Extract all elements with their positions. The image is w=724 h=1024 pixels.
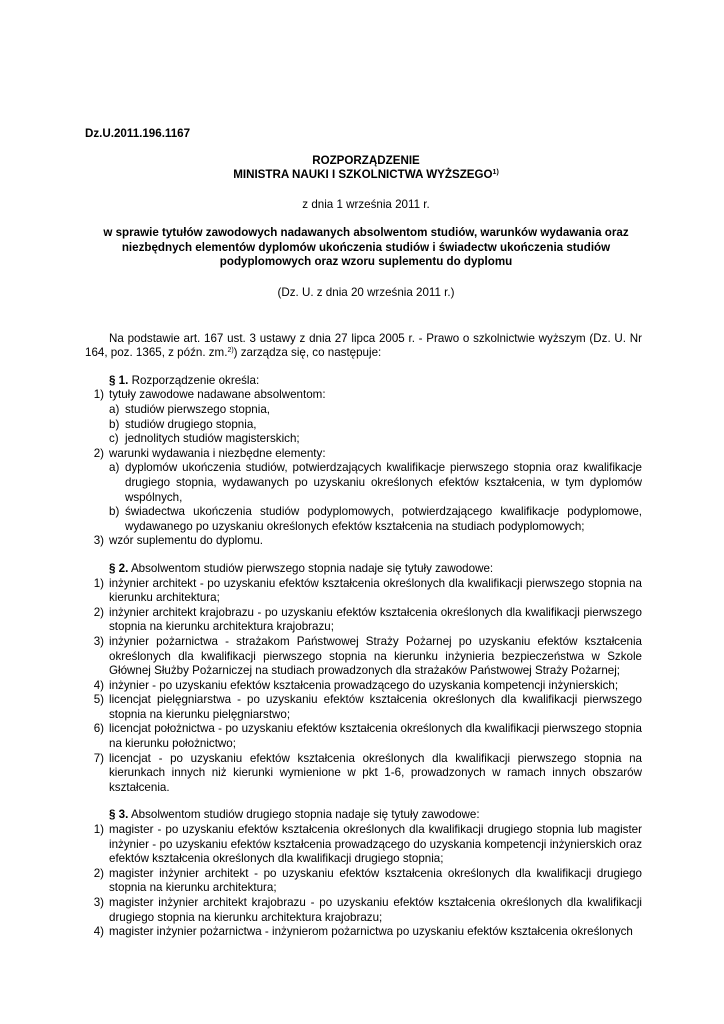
section-2-symbol: § 2. [109,561,129,575]
list-item-text: inżynier architekt - po uzyskaniu efektów kształcenia określonych dla kwalifikacji pierwszego stopnia na kierunku architektura; [109,576,642,605]
intro-paragraph [85,332,642,361]
subject-line-2: niezbędnych elementów dyplomów ukończenia studiów i świadectw ukończenia studiów [121,240,611,254]
regulation-subject [85,226,647,269]
list-item-text: tytuły zawodowe nadawane absolwentom: [109,388,326,402]
list-item-text: inżynier architekt krajobrazu - po uzyskaniu efektów kształcenia określonych dla kwalifikacji pierwszego stopnia na kierunku architektura krajobrazu; [109,605,642,634]
section-3-symbol: § 3. [109,808,129,822]
list-subitem [85,505,642,534]
list-item-number: 3) [93,896,104,909]
list-item-number: a) [109,403,120,416]
list-item-number: 6) [93,722,104,736]
section-2-text: Absolwentom studiów pierwszego stopnia nadaje się tytuły zawodowe: [130,561,494,575]
list-item-text: jednolitych studiów magisterskich; [125,432,300,446]
list-item-text: inżynier - po uzyskaniu efektów kształcenia prowadzącego do uzyskania kompetencji inżynierskich; [109,678,619,692]
list-item-text: magister inżynier architekt krajobrazu - po uzyskaniu efektów kształcenia określonych dla kwalifikacji drugiego stopnia na kierunku architektura krajobrazu; [109,896,642,924]
list-item-number: 3) [93,534,104,548]
section-3-text: Absolwentom studiów drugiego stopnia nadaje się tytuły zawodowe: [130,808,480,822]
list-item [85,867,642,896]
list-item-text: magister inżynier architekt - po uzyskaniu efektów kształcenia określonych dla kwalifikacji drugiego stopnia na kierunku architektura; [109,866,642,895]
list-item-number: 4) [93,678,104,692]
list-item-number: b) [109,417,120,431]
list-item-number: 7) [93,751,104,765]
list-subitem [85,403,642,418]
section-1-text: Rozporządzenie określa: [131,373,260,387]
intro-text-b: ) zarządza się, co następuje: [233,346,382,360]
list-item-text: magister - po uzyskaniu efektów kształcenia określonych dla kwalifikacji drugiego stopnia lub magister inżynier - po uzyskaniu efektów kształcenia prowadzącego do uzyskania kompetencji inżynierskich oraz efektów kształcenia określonych dla kwalifikacji drugiego stopnia; [109,823,642,866]
list-item [85,388,642,403]
list-item-number: 1) [93,388,104,402]
regulation-date: z dnia 1 września 2011 r. [302,198,430,212]
section-1-heading [85,374,724,389]
list-item [85,534,642,549]
list-item-number: 2) [93,866,104,880]
list-item-number: 5) [93,693,104,707]
regulation-title-line2 [85,168,647,182]
list-item [85,752,642,796]
list-item-text: wzór suplementu do dyplomu. [109,534,264,548]
list-item-text: studiów drugiego stopnia, [125,417,257,431]
regulation-title-line1: ROZPORZĄDZENIE [312,154,420,167]
footnote-ref-1: 1) [492,169,499,177]
list-item-number: 4) [93,925,104,939]
list-item [85,577,642,606]
list-item-text: magister inżynier pożarnictwa - inżynierom pożarnictwa po uzyskaniu efektów kształcenia określonych [109,925,633,939]
list-item [85,896,642,925]
list-item-number: 2) [93,605,104,619]
ministry-name: MINISTRA NAUKI I SZKOLNICTWA WYŻSZEGO [233,168,493,182]
list-item-text: dyplomów ukończenia studiów, potwierdzających kwalifikacje pierwszego stopnia oraz kwalifikacje drugiego stopnia, wydawanych po uzyskaniu określonych efektów kształcenia, w tym dyplomów wspólnych, [125,461,642,504]
list-item [85,722,642,751]
list-item [85,823,642,867]
list-subitem [85,461,642,505]
list-item-number: 2) [93,446,104,460]
footnote-ref-2: 2) [227,347,234,355]
list-item [85,679,642,694]
list-item [85,693,642,722]
list-item-text: licencjat położnictwa - po uzyskaniu efektów kształcenia określonych dla kwalifikacji pierwszego stopnia na kierunku położnictwo; [109,722,642,751]
list-item-text: licencjat pielęgniarstwa - po uzyskaniu efektów kształcenia określonych dla kwalifikacji pierwszego stopnia na kierunku pielęgniarstwo; [109,693,642,721]
list-item [85,447,642,462]
list-subitem [85,432,642,447]
list-item-text: warunki wydawania i niezbędne elementy: [109,446,326,460]
list-item-text: studiów pierwszego stopnia, [125,403,271,416]
section-1-symbol: § 1. [109,373,129,387]
list-item-number: c) [109,432,119,446]
document-id: Dz.U.2011.196.1167 [85,127,191,140]
list-item [85,606,642,635]
list-item-number: b) [109,505,120,519]
section-3-heading [85,808,724,823]
list-item-text: inżynier pożarnictwa - strażakom Państwowej Straży Pożarnej po uzyskaniu efektów kształcenia określonych dla kwalifikacji pierwszego stopnia na kierunku inżynieria bezpieczeństwa w Szkole Głównej Służby Pożarniczej na studiach prowadzonych dla strażaków Państwowej Straży Pożarnej; [109,634,642,678]
publication-reference: (Dz. U. z dnia 20 września 2011 r.) [277,285,455,299]
subject-line-3: podyplomowych oraz wzoru suplementu do dyplomu [219,255,513,269]
list-item-number: a) [109,461,120,475]
subject-line-1: w sprawie tytułów zawodowych nadawanych absolwentom studiów, warunków wydawania oraz [103,226,629,240]
list-item-number: 1) [93,576,104,590]
list-item-text: licencjat - po uzyskaniu efektów kształcenia określonych dla kwalifikacji pierwszego stopnia na kierunkach innych niż kierunki wymienione w pkt 1-6, prowadzonych w ramach innych obszarów kształcenia. [109,751,642,794]
list-item-number: 1) [93,823,104,837]
list-item-text: świadectwa ukończenia studiów podyplomowych, potwierdzającego kwalifikacje podyplomowe, wydawanego po uzyskaniu określonych efektów kształcenia na studiach podyplomowych; [125,505,642,533]
intro-text-a: Na podstawie art. 167 ust. 3 ustawy z dnia 27 lipca 2005 r. - Prawo o szkolnictwie wyższym (Dz. U. Nr 164, poz. 1365, z późn. zm. [85,331,642,360]
list-item [85,925,642,940]
list-subitem [85,418,642,433]
section-2-heading [85,562,724,577]
list-item [85,635,642,679]
list-item-number: 3) [93,634,104,648]
